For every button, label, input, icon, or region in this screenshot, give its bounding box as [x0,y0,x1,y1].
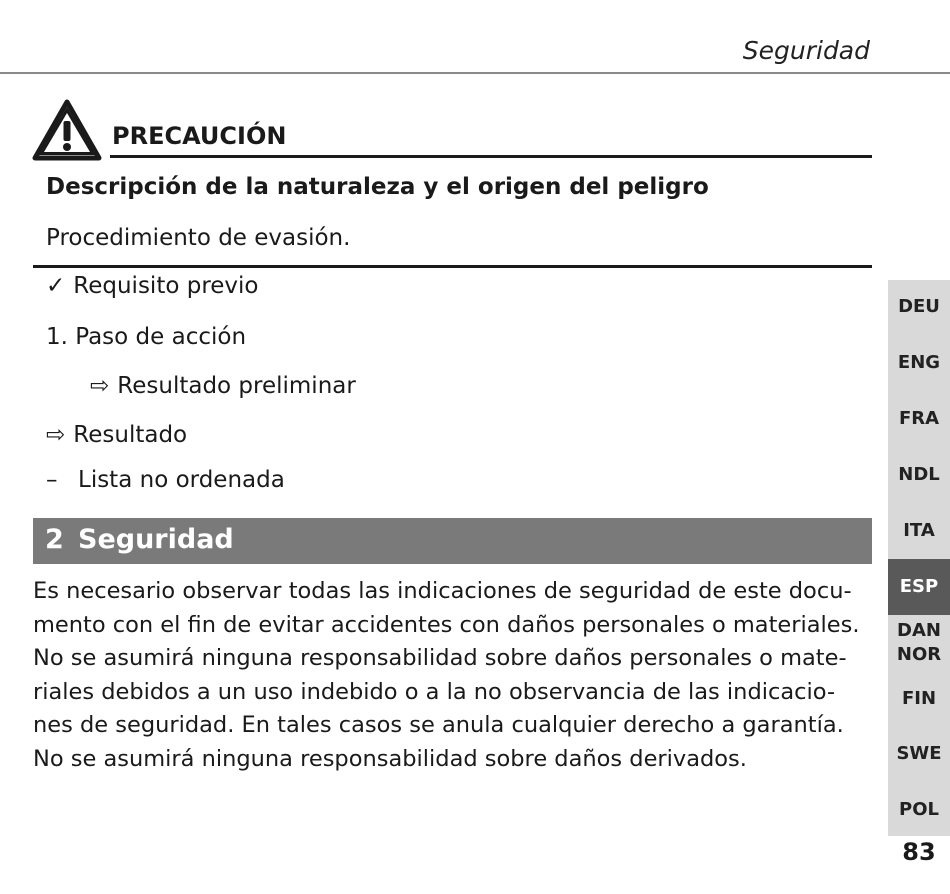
warning-title: PRECAUCIÓN [112,122,287,150]
section-number: 2 [45,524,64,555]
warning-title-rule [110,155,872,158]
language-tab-fra[interactable]: FRA [898,408,940,429]
legend-preliminary-result [90,373,356,399]
section-body [33,575,878,776]
page-number: 83 [902,838,936,866]
warning-triangle-icon [32,99,102,161]
warning-procedure: Procedimiento de evasión. [46,225,351,251]
body-line: No se asumirá ninguna responsabilidad sobre daños personales o mate- [33,645,847,671]
language-tab-ndl[interactable]: NDL [898,464,940,485]
body-line: Es necesario observar todas las indicaciones de seguridad de este docu- [33,578,852,604]
legend-requirement [46,273,259,299]
section-heading-bar [33,518,872,564]
legend-result [46,422,187,448]
language-tab-esp[interactable]: ESP [888,559,950,615]
dash-icon: – [46,467,58,493]
language-tab-swe[interactable]: SWE [896,743,942,764]
body-line: No se asumirá ninguna responsabilidad sobre daños derivados. [33,745,747,772]
header-divider [0,72,950,74]
legend-preliminary-label: Resultado preliminar [117,373,356,399]
language-tab-fin[interactable]: FIN [901,688,937,709]
legend-step: 1. Paso de acción [46,324,247,350]
language-tab-nor[interactable]: NOR [896,644,942,665]
legend-result-label: Resultado [73,422,188,448]
body-line: riales debidos a un uso indebido o a la no observancia de las indicacio- [33,678,836,705]
section-title: Seguridad [78,524,234,555]
arrow-right-icon: ⇨ [46,422,66,448]
language-tab-dan[interactable]: DAN [897,620,941,641]
body-line: mento con el fin de evitar accidentes con daños personales o materiales. [33,611,860,638]
warning-bottom-rule [33,265,872,268]
legend-unordered-list [46,467,285,493]
language-tab-ita[interactable]: ITA [903,520,935,541]
legend-requirement-label: Requisito previo [73,273,259,299]
language-tab-pol[interactable]: POL [899,799,939,820]
page-header-title: Seguridad [742,36,870,65]
checkmark-icon: ✓ [46,273,66,299]
warning-description: Descripción de la naturaleza y el origen del peligro [46,174,709,200]
language-tab-deu[interactable]: DEU [898,296,940,317]
arrow-right-icon: ⇨ [90,373,110,399]
language-tab-eng[interactable]: ENG [897,352,941,373]
legend-list-label: Lista no ordenada [78,467,285,493]
body-line: nes de seguridad. En tales casos se anula cualquier derecho a garantía. [33,712,844,738]
